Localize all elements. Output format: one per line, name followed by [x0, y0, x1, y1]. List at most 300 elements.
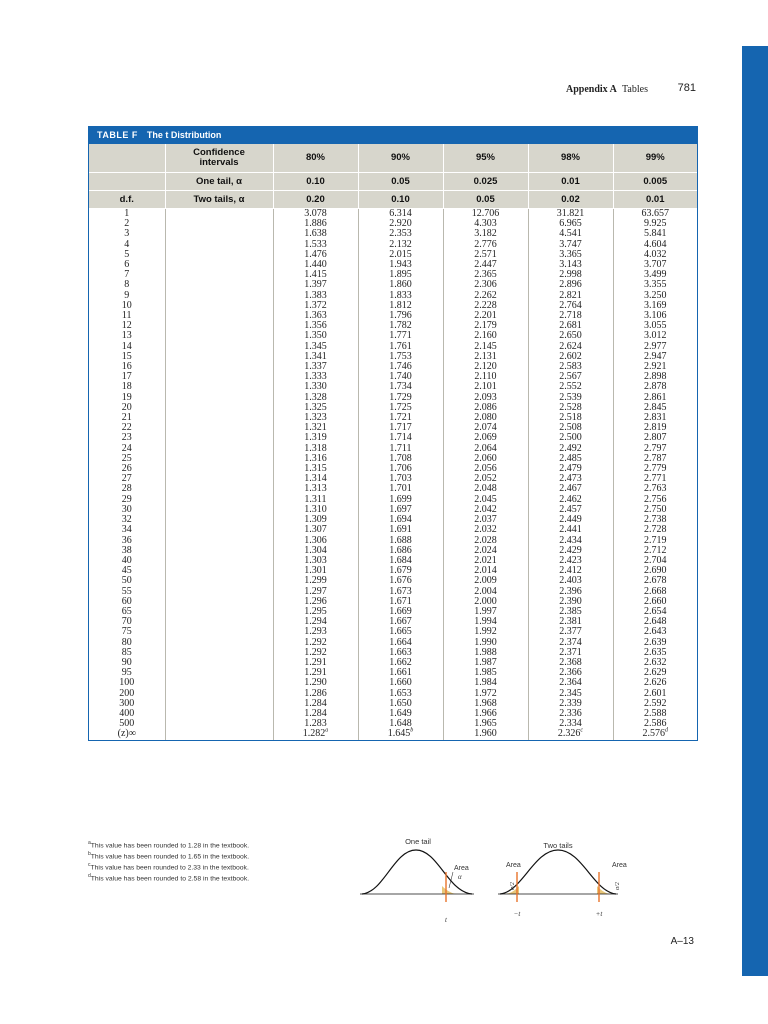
value-cell: 1.686 [358, 546, 443, 556]
value-cell: 2.021 [443, 556, 528, 566]
two-tail-cell: 0.01 [613, 191, 697, 209]
value-cell: 1.667 [358, 617, 443, 627]
value-cell: 2.738 [613, 515, 697, 525]
spacer-cell [165, 474, 273, 484]
value-cell: 1.992 [443, 627, 528, 637]
value-cell: 2.000 [443, 597, 528, 607]
value-cell: 2.179 [443, 321, 528, 331]
value-cell: 2.228 [443, 301, 528, 311]
value-cell: 2.878 [613, 382, 697, 392]
value-cell: 2.704 [613, 556, 697, 566]
footnote: $^c$This value has been rounded to 2.33 in the textbook. [88, 862, 249, 872]
value-cell: 3.365 [528, 250, 613, 260]
spacer-cell [165, 546, 273, 556]
value-cell: 2.588 [613, 709, 697, 719]
value-cell: 2.336 [528, 709, 613, 719]
value-cell: 2.479 [528, 464, 613, 474]
spacer-cell [165, 209, 273, 220]
value-cell: 2.492 [528, 444, 613, 454]
value-cell: 1.725 [358, 403, 443, 413]
spacer-cell [165, 699, 273, 709]
side-color-bar [742, 46, 768, 976]
value-cell: 1.653 [358, 689, 443, 699]
df-cell: 50 [121, 575, 132, 587]
df-cell: 4 [124, 238, 130, 250]
value-cell: 2.412 [528, 566, 613, 576]
value-cell: 3.055 [613, 321, 697, 331]
value-cell: 1.662 [358, 658, 443, 668]
spacer-cell [165, 362, 273, 372]
value-cell: 1.721 [358, 413, 443, 423]
spacer-cell [165, 280, 273, 290]
value-cell: 1.988 [443, 648, 528, 658]
confidence-row [89, 144, 697, 173]
value-cell: 1.665 [358, 627, 443, 637]
value-cell: 1.984 [443, 678, 528, 688]
value-cell: 2.449 [528, 515, 613, 525]
spacer-cell [165, 372, 273, 382]
value-cell: 2.528 [528, 403, 613, 413]
value-cell: 2.500 [528, 433, 613, 443]
value-cell: 2.368 [528, 658, 613, 668]
value-cell: 4.541 [528, 229, 613, 239]
df-cell: (z)∞ [117, 728, 136, 740]
value-cell: 2.326$^c$ [528, 729, 613, 739]
value-cell: 2.518 [528, 413, 613, 423]
spacer-cell [165, 454, 273, 464]
value-cell: 2.861 [613, 393, 697, 403]
spacer-cell [165, 576, 273, 586]
value-cell: 1.292 [273, 638, 358, 648]
value-cell: 2.567 [528, 372, 613, 382]
value-cell: 1.734 [358, 382, 443, 392]
value-cell: 1.333 [273, 372, 358, 382]
spacer-cell [165, 678, 273, 688]
t-distribution-table [88, 126, 698, 741]
value-cell: 1.296 [273, 597, 358, 607]
spacer-cell [165, 270, 273, 280]
footnote-mark: c [580, 728, 584, 735]
value-cell: 2.539 [528, 393, 613, 403]
spacer-cell [165, 311, 273, 321]
value-cell: 2.756 [613, 495, 697, 505]
value-cell: 2.629 [613, 668, 697, 678]
df-cell: 11 [121, 310, 132, 322]
value-cell: 1.796 [358, 311, 443, 321]
df-cell: 27 [121, 473, 132, 485]
page-number: 781 [677, 82, 696, 94]
value-cell: 2.473 [528, 474, 613, 484]
neg-t-label: −t [513, 910, 521, 918]
spacer-cell [165, 229, 273, 239]
one-tail-cell: 0.005 [613, 173, 697, 191]
value-cell: 3.012 [613, 331, 697, 341]
spacer-cell [165, 617, 273, 627]
spacer-cell [165, 240, 273, 250]
value-cell: 2.028 [443, 536, 528, 546]
df-cell: 38 [121, 544, 132, 556]
spacer-cell [165, 638, 273, 648]
value-cell: 3.143 [528, 260, 613, 270]
one-tail-cell: 0.01 [528, 173, 613, 191]
df-cell: 24 [121, 442, 132, 454]
value-cell: 2.060 [443, 454, 528, 464]
df-cell: 13 [121, 330, 132, 342]
footnote: $^d$This value has been rounded to 2.58 in the textbook. [88, 873, 250, 883]
spacer-cell [165, 556, 273, 566]
value-cell: 2.576$^d$ [613, 729, 697, 739]
value-cell: 2.821 [528, 291, 613, 301]
value-cell: 2.797 [613, 444, 697, 454]
value-cell: 3.747 [528, 240, 613, 250]
df-cell: 3 [124, 228, 130, 240]
value-cell: 1.717 [358, 423, 443, 433]
df-cell: 26 [121, 463, 132, 475]
value-cell: 2.132 [358, 240, 443, 250]
one-tail-cell: 0.10 [273, 173, 358, 191]
value-cell: 2.160 [443, 331, 528, 341]
value-cell: 1.321 [273, 423, 358, 433]
value-cell: 2.045 [443, 495, 528, 505]
value-cell: 2.052 [443, 474, 528, 484]
value-cell: 1.895 [358, 270, 443, 280]
value-cell: 1.706 [358, 464, 443, 474]
df-cell: 5 [124, 248, 130, 260]
table-row [89, 525, 697, 535]
value-cell: 1.960 [443, 729, 528, 739]
value-cell: 1.325 [273, 403, 358, 413]
value-cell: 1.782 [358, 321, 443, 331]
value-cell: 2.896 [528, 280, 613, 290]
table-body [89, 209, 697, 740]
value-cell: 1.311 [273, 495, 358, 505]
value-cell: 1.350 [273, 331, 358, 341]
spacer-cell [165, 719, 273, 729]
df-cell: 32 [121, 514, 132, 526]
value-cell: 2.385 [528, 607, 613, 617]
df-cell: 90 [121, 656, 132, 668]
df-cell: 95 [121, 667, 132, 679]
confidence-cell: 90% [358, 144, 443, 173]
value-cell: 1.714 [358, 433, 443, 443]
df-cell: 400 [119, 707, 135, 719]
df-label: d.f. [89, 191, 165, 209]
value-cell: 2.004 [443, 587, 528, 597]
df-cell: 12 [121, 320, 132, 332]
value-cell: 1.295 [273, 607, 358, 617]
spacer-cell [165, 321, 273, 331]
value-cell: 2.145 [443, 342, 528, 352]
value-cell: 1.314 [273, 474, 358, 484]
df-cell: 28 [121, 483, 132, 495]
df-cell: 500 [119, 718, 135, 730]
value-cell: 1.310 [273, 505, 358, 515]
one-tail-cell: 0.05 [358, 173, 443, 191]
df-cell: 19 [121, 391, 132, 403]
value-cell: 2.345 [528, 689, 613, 699]
value-cell: 1.638 [273, 229, 358, 239]
value-cell: 1.323 [273, 413, 358, 423]
spacer-cell [165, 393, 273, 403]
value-cell: 1.397 [273, 280, 358, 290]
two-tail-cell: 0.05 [443, 191, 528, 209]
pos-t-label: +t [595, 910, 603, 918]
value-cell: 2.080 [443, 413, 528, 423]
value-cell: 2.093 [443, 393, 528, 403]
df-cell: 30 [121, 503, 132, 515]
table-grid [89, 144, 697, 740]
area-label: Area [454, 865, 469, 872]
value-cell: 1.330 [273, 382, 358, 392]
value-cell: 1.663 [358, 648, 443, 658]
df-cell: 25 [121, 452, 132, 464]
value-cell: 1.650 [358, 699, 443, 709]
value-cell: 1.313 [273, 484, 358, 494]
value-cell: 2.015 [358, 250, 443, 260]
df-cell: 85 [121, 646, 132, 658]
footnote-mark: b [410, 728, 414, 735]
value-cell: 2.429 [528, 546, 613, 556]
value-cell: 2.819 [613, 423, 697, 433]
value-cell: 1.415 [273, 270, 358, 280]
value-cell: 2.571 [443, 250, 528, 260]
df-cell: 9 [124, 289, 130, 301]
value-cell: 1.753 [358, 352, 443, 362]
footnote-mark: a [325, 728, 329, 735]
value-cell: 2.712 [613, 546, 697, 556]
value-cell: 2.764 [528, 301, 613, 311]
value-cell: 2.364 [528, 678, 613, 688]
value-cell: 2.056 [443, 464, 528, 474]
value-cell: 2.101 [443, 382, 528, 392]
right-half-alpha-label: α/2 [615, 882, 621, 890]
df-cell: 23 [121, 432, 132, 444]
value-cell: 1.761 [358, 342, 443, 352]
value-cell: 2.086 [443, 403, 528, 413]
spacer-cell [165, 658, 273, 668]
value-cell: 2.064 [443, 444, 528, 454]
footnote: $^b$This value has been rounded to 1.65 in the textbook. [88, 851, 250, 861]
value-cell: 1.476 [273, 250, 358, 260]
value-cell: 3.169 [613, 301, 697, 311]
value-cell: 1.290 [273, 678, 358, 688]
df-cell: 6 [124, 259, 130, 271]
value-cell: 1.372 [273, 301, 358, 311]
value-cell: 2.074 [443, 423, 528, 433]
value-cell: 1.286 [273, 689, 358, 699]
value-cell: 2.602 [528, 352, 613, 362]
value-cell: 2.381 [528, 617, 613, 627]
value-cell: 2.626 [613, 678, 697, 688]
spacer-cell [165, 668, 273, 678]
spacer-cell [165, 433, 273, 443]
value-cell: 6.965 [528, 219, 613, 229]
value-cell: 2.069 [443, 433, 528, 443]
df-cell: 200 [119, 687, 135, 699]
value-cell: 1.886 [273, 219, 358, 229]
df-cell: 70 [121, 616, 132, 628]
df-cell: 100 [119, 677, 135, 689]
value-cell: 2.719 [613, 536, 697, 546]
section-label: Tables [622, 84, 648, 95]
table-subtitle: The t Distribution [146, 130, 222, 140]
value-cell: 1.669 [358, 607, 443, 617]
spacer-cell [165, 495, 273, 505]
value-cell: 1.771 [358, 331, 443, 341]
value-cell: 1.356 [273, 321, 358, 331]
value-cell: 1.860 [358, 280, 443, 290]
value-cell: 1.648 [358, 719, 443, 729]
value-cell: 2.366 [528, 668, 613, 678]
value-cell: 1.303 [273, 556, 358, 566]
spacer-cell [165, 515, 273, 525]
df-cell: 75 [121, 626, 132, 638]
df-cell: 36 [121, 534, 132, 546]
one-tail-cell: 0.025 [443, 173, 528, 191]
value-cell: 1.284 [273, 709, 358, 719]
value-cell: 3.499 [613, 270, 697, 280]
value-cell: 1.309 [273, 515, 358, 525]
value-cell: 2.552 [528, 382, 613, 392]
value-cell: 1.676 [358, 576, 443, 586]
value-cell: 1.673 [358, 587, 443, 597]
table-label: TABLE F [97, 130, 138, 140]
one-tail-row [89, 173, 697, 191]
value-cell: 2.485 [528, 454, 613, 464]
value-cell: 1.341 [273, 352, 358, 362]
df-cell: 8 [124, 279, 130, 291]
two-tail-row [89, 191, 697, 209]
value-cell: 2.403 [528, 576, 613, 586]
value-cell: 1.985 [443, 668, 528, 678]
value-cell: 2.998 [528, 270, 613, 280]
value-cell: 1.943 [358, 260, 443, 270]
value-cell: 2.042 [443, 505, 528, 515]
value-cell: 2.371 [528, 648, 613, 658]
value-cell: 2.457 [528, 505, 613, 515]
value-cell: 4.604 [613, 240, 697, 250]
value-cell: 1.283 [273, 719, 358, 729]
value-cell: 31.821 [528, 209, 613, 220]
value-cell: 1.966 [443, 709, 528, 719]
value-cell: 2.037 [443, 515, 528, 525]
value-cell: 63.657 [613, 209, 697, 220]
spacer-cell [165, 689, 273, 699]
spacer-cell [165, 729, 273, 739]
value-cell: 1.383 [273, 291, 358, 301]
value-cell: 2.434 [528, 536, 613, 546]
spacer-cell [165, 331, 273, 341]
value-cell: 2.635 [613, 648, 697, 658]
value-cell: 6.314 [358, 209, 443, 220]
df-cell: 17 [121, 371, 132, 383]
value-cell: 2.201 [443, 311, 528, 321]
df-cell: 7 [124, 269, 130, 281]
value-cell: 1.746 [358, 362, 443, 372]
distribution-figure [354, 832, 644, 924]
spacer-cell [165, 423, 273, 433]
value-cell: 9.925 [613, 219, 697, 229]
two-tail-label: Two tails, α [165, 191, 273, 209]
value-cell: 1.990 [443, 638, 528, 648]
value-cell: 2.654 [613, 607, 697, 617]
spacer-cell [165, 648, 273, 658]
spacer-cell [165, 525, 273, 535]
value-cell: 1.661 [358, 668, 443, 678]
value-cell: 1.987 [443, 658, 528, 668]
value-cell: 2.660 [613, 597, 697, 607]
spacer-cell [165, 301, 273, 311]
value-cell: 2.643 [613, 627, 697, 637]
value-cell: 2.462 [528, 495, 613, 505]
value-cell: 1.812 [358, 301, 443, 311]
value-cell: 2.110 [443, 372, 528, 382]
df-cell: 55 [121, 585, 132, 597]
spacer-cell [165, 382, 273, 392]
value-cell: 2.032 [443, 525, 528, 535]
df-cell: 300 [119, 697, 135, 709]
value-cell: 1.292 [273, 648, 358, 658]
value-cell: 1.664 [358, 638, 443, 648]
value-cell: 1.307 [273, 525, 358, 535]
spacer-cell [165, 219, 273, 229]
spacer-cell [165, 342, 273, 352]
value-cell: 4.032 [613, 250, 697, 260]
df-cell: 20 [121, 401, 132, 413]
value-cell: 2.592 [613, 699, 697, 709]
value-cell: 1.306 [273, 536, 358, 546]
value-cell: 1.316 [273, 454, 358, 464]
value-cell: 2.601 [613, 689, 697, 699]
value-cell: 2.845 [613, 403, 697, 413]
value-cell: 2.831 [613, 413, 697, 423]
value-cell: 2.586 [613, 719, 697, 729]
value-cell: 2.339 [528, 699, 613, 709]
value-cell: 2.365 [443, 270, 528, 280]
df-cell: 45 [121, 565, 132, 577]
value-cell: 2.508 [528, 423, 613, 433]
value-cell: 1.301 [273, 566, 358, 576]
value-cell: 1.691 [358, 525, 443, 535]
df-cell: 15 [121, 350, 132, 362]
spacer-cell [165, 505, 273, 515]
spacer-cell [165, 352, 273, 362]
value-cell: 2.120 [443, 362, 528, 372]
spacer-cell [165, 587, 273, 597]
value-cell: 1.363 [273, 311, 358, 321]
value-cell: 2.718 [528, 311, 613, 321]
df-cell: 2 [124, 218, 130, 230]
footer-page-label: A–13 [670, 936, 694, 947]
one-tail-caption: One tail [405, 837, 431, 846]
value-cell: 2.377 [528, 627, 613, 637]
footnote-mark: d [665, 728, 668, 735]
df-cell: 14 [121, 340, 132, 352]
value-cell: 1.291 [273, 668, 358, 678]
value-cell: 2.441 [528, 525, 613, 535]
value-cell: 1.703 [358, 474, 443, 484]
value-cell: 2.776 [443, 240, 528, 250]
value-cell: 1.711 [358, 444, 443, 454]
value-cell: 2.947 [613, 352, 697, 362]
confidence-cell: 98% [528, 144, 613, 173]
value-cell: 2.583 [528, 362, 613, 372]
spacer-cell [165, 607, 273, 617]
value-cell: 2.306 [443, 280, 528, 290]
value-cell: 2.678 [613, 576, 697, 586]
right-area-label: Area [612, 862, 627, 869]
df-cell: 65 [121, 605, 132, 617]
